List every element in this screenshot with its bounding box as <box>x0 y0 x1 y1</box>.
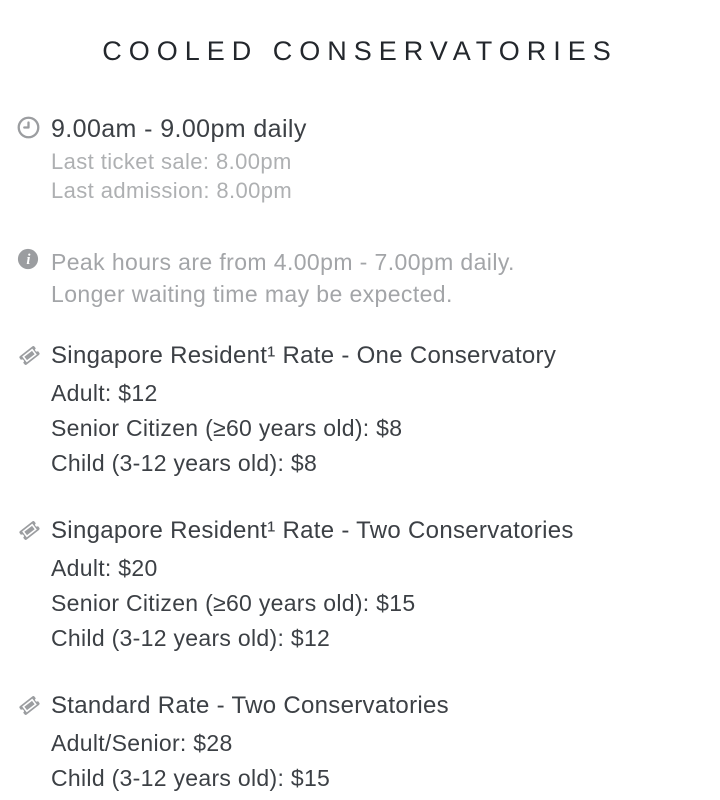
rate-line-child: Child (3-12 years old): $8 <box>51 450 318 476</box>
rate-line-senior: Senior Citizen (≥60 years old): $8 <box>51 415 403 441</box>
last-admission-text: Last admission: 8.00pm <box>51 178 293 203</box>
rate-line-child: Child (3-12 years old): $15 <box>51 765 331 791</box>
waiting-time-line: Longer waiting time may be expected. <box>51 281 453 307</box>
rate-heading: Singapore Resident¹ Rate - One Conservatory <box>51 342 557 369</box>
rate-section-resident-one-conservatory <box>0 341 720 481</box>
rate-section-resident-two-conservatories <box>0 516 720 656</box>
rate-line-child: Child (3-12 years old): $12 <box>51 625 331 651</box>
ticket-icon <box>17 516 51 543</box>
rate-heading: Standard Rate - Two Conservatories <box>51 692 449 719</box>
peak-hours-notice-section <box>0 246 720 310</box>
ticket-icon <box>17 691 51 718</box>
last-ticket-sale-text: Last ticket sale: 8.00pm <box>51 149 292 174</box>
ticket-icon <box>17 341 51 368</box>
peak-hours-line: Peak hours are from 4.00pm - 7.00pm daily. <box>51 249 515 275</box>
clock-icon <box>17 114 51 139</box>
opening-hours-text: 9.00am - 9.00pm daily <box>51 115 307 143</box>
rate-line-adult-senior: Adult/Senior: $28 <box>51 730 233 756</box>
svg-text:i: i <box>26 252 31 269</box>
rate-line-senior: Senior Citizen (≥60 years old): $15 <box>51 590 416 616</box>
rate-section-standard-two-conservatories <box>0 691 720 796</box>
rate-line-adult: Adult: $20 <box>51 555 158 581</box>
page-title: COOLED CONSERVATORIES <box>102 36 618 66</box>
opening-hours-section <box>0 114 720 205</box>
rate-heading: Singapore Resident¹ Rate - Two Conservatories <box>51 517 574 544</box>
rate-line-adult: Adult: $12 <box>51 380 158 406</box>
info-icon <box>17 246 51 270</box>
